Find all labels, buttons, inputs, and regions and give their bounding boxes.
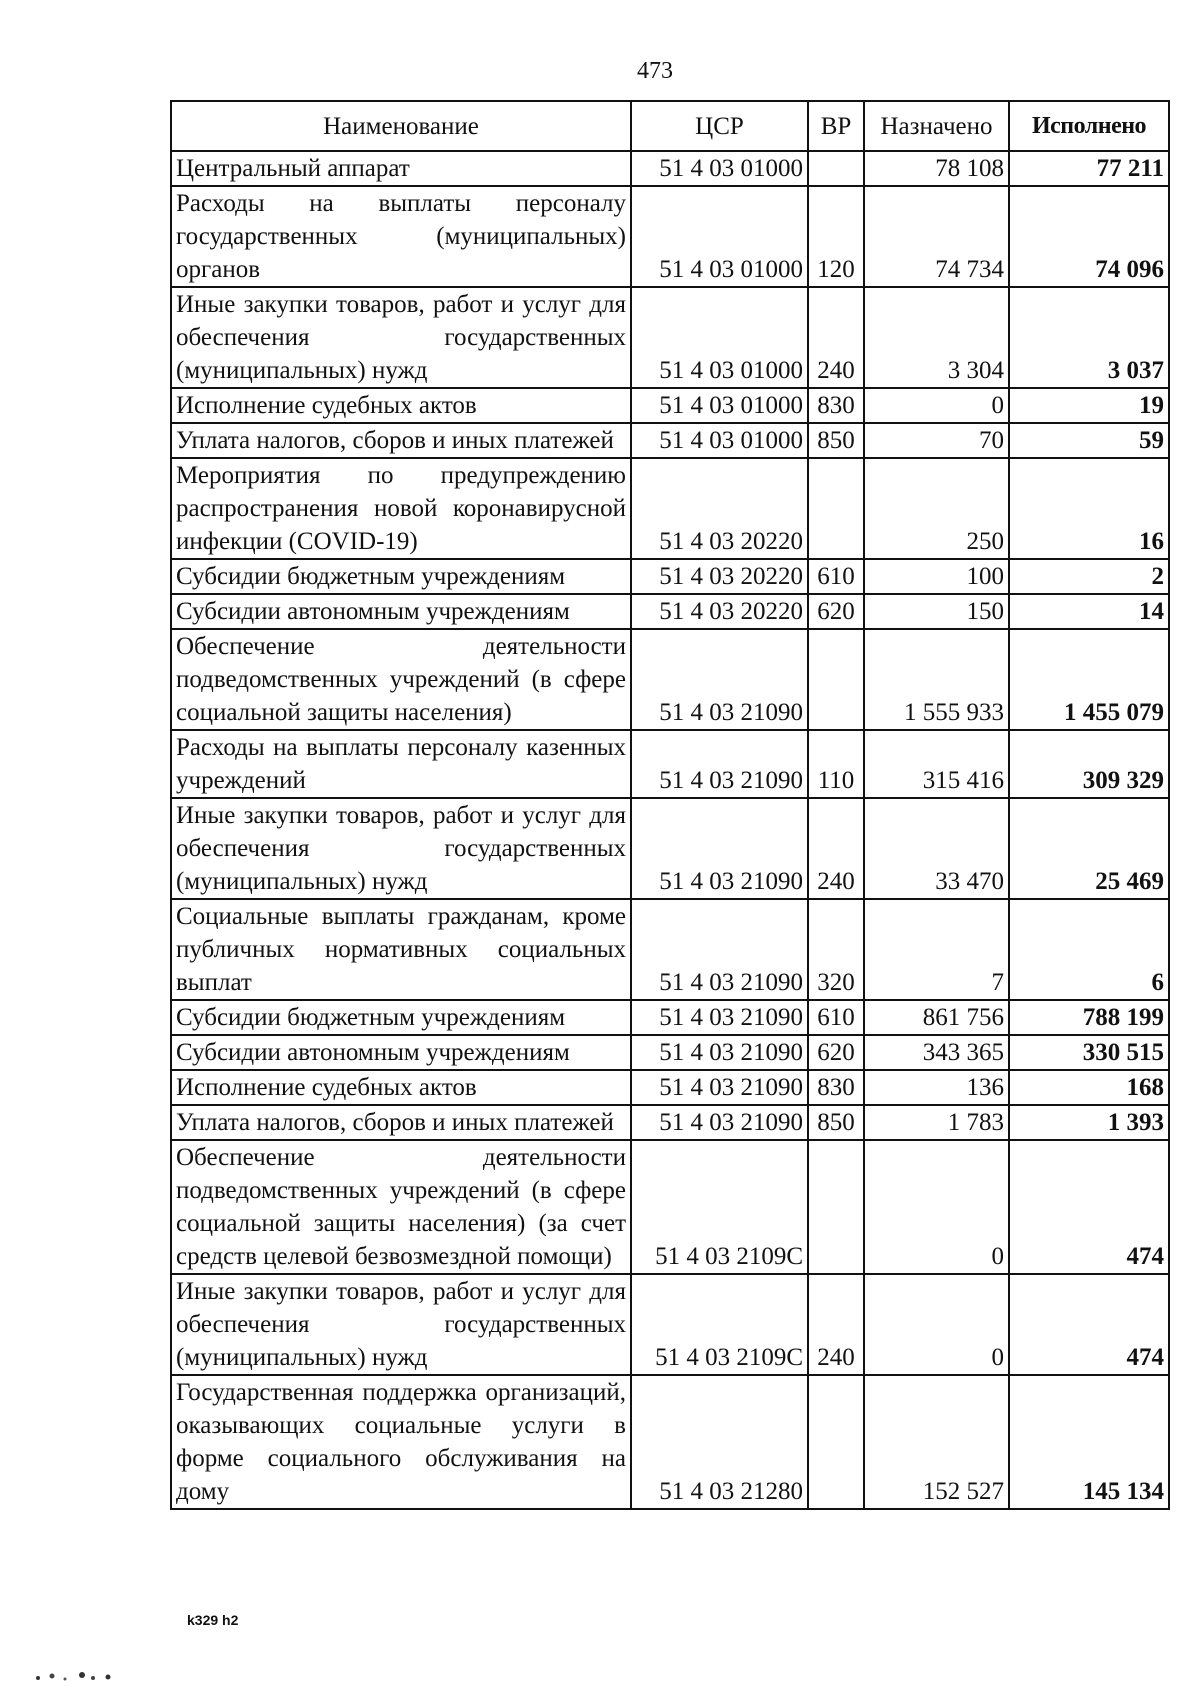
- cell-executed: 145 134: [1009, 1375, 1169, 1509]
- cell-csr: 51 4 03 21090: [631, 1105, 808, 1140]
- cell-executed: 74 096: [1009, 186, 1169, 287]
- table-row: [171, 423, 1169, 458]
- cell-executed: 168: [1009, 1070, 1169, 1105]
- table-row: [171, 287, 1169, 388]
- cell-vr: [808, 151, 864, 186]
- cell-name: Субсидии бюджетным учреждениям: [171, 559, 631, 594]
- cell-executed: 59: [1009, 423, 1169, 458]
- budget-table: [170, 100, 1170, 1510]
- cell-executed: 19: [1009, 388, 1169, 423]
- cell-csr: 51 4 03 2109С: [631, 1274, 808, 1375]
- cell-name: Субсидии автономным учреждениям: [171, 594, 631, 629]
- cell-name: Иные закупки товаров, работ и услуг для обеспечения государственных (муниципальных) нужд: [171, 287, 631, 388]
- cell-csr: 51 4 03 21090: [631, 629, 808, 730]
- cell-vr: 620: [808, 1035, 864, 1070]
- cell-planned: 7: [864, 899, 1009, 1000]
- header-executed: Исполнено: [1009, 101, 1169, 151]
- cell-name: Субсидии автономным учреждениям: [171, 1035, 631, 1070]
- cell-executed: 14: [1009, 594, 1169, 629]
- cell-vr: 240: [808, 287, 864, 388]
- cell-vr: 830: [808, 388, 864, 423]
- cell-name: Субсидии бюджетным учреждениям: [171, 1000, 631, 1035]
- cell-vr: 240: [808, 798, 864, 899]
- cell-csr: 51 4 03 01000: [631, 151, 808, 186]
- cell-name: Центральный аппарат: [171, 151, 631, 186]
- cell-executed: 6: [1009, 899, 1169, 1000]
- cell-csr: 51 4 03 20220: [631, 559, 808, 594]
- cell-name: Иные закупки товаров, работ и услуг для обеспечения государственных (муниципальных) нужд: [171, 798, 631, 899]
- cell-planned: 74 734: [864, 186, 1009, 287]
- cell-csr: 51 4 03 21090: [631, 730, 808, 798]
- table-row: [171, 1035, 1169, 1070]
- table-row: [171, 1140, 1169, 1274]
- cell-name: Расходы на выплаты персоналу казенных учреждений: [171, 730, 631, 798]
- cell-vr: [808, 629, 864, 730]
- table-row: [171, 151, 1169, 186]
- cell-executed: 77 211: [1009, 151, 1169, 186]
- cell-name: Государственная поддержка организаций, оказывающих социальные услуги в форме социального обслуживания на дому: [171, 1375, 631, 1509]
- cell-planned: 78 108: [864, 151, 1009, 186]
- cell-vr: [808, 1375, 864, 1509]
- cell-csr: 51 4 03 21090: [631, 798, 808, 899]
- table-row: [171, 1274, 1169, 1375]
- cell-planned: 1 783: [864, 1105, 1009, 1140]
- header-csr: ЦСР: [631, 101, 808, 151]
- cell-executed: 25 469: [1009, 798, 1169, 899]
- cell-vr: [808, 458, 864, 559]
- cell-vr: 610: [808, 559, 864, 594]
- table-row: [171, 559, 1169, 594]
- cell-name: Обеспечение деятельности подведомственных учреждений (в сфере социальной защиты населения): [171, 629, 631, 730]
- cell-planned: 0: [864, 1274, 1009, 1375]
- cell-planned: 152 527: [864, 1375, 1009, 1509]
- cell-name: Уплата налогов, сборов и иных платежей: [171, 1105, 631, 1140]
- cell-csr: 51 4 03 21090: [631, 1000, 808, 1035]
- cell-executed: 16: [1009, 458, 1169, 559]
- cell-executed: 2: [1009, 559, 1169, 594]
- cell-csr: 51 4 03 01000: [631, 388, 808, 423]
- cell-executed: 3 037: [1009, 287, 1169, 388]
- cell-planned: 861 756: [864, 1000, 1009, 1035]
- cell-executed: 474: [1009, 1140, 1169, 1274]
- cell-planned: 100: [864, 559, 1009, 594]
- cell-executed: 1 455 079: [1009, 629, 1169, 730]
- table-row: [171, 1070, 1169, 1105]
- cell-vr: [808, 1140, 864, 1274]
- cell-planned: 1 555 933: [864, 629, 1009, 730]
- cell-name: Уплата налогов, сборов и иных платежей: [171, 423, 631, 458]
- cell-vr: 320: [808, 899, 864, 1000]
- cell-name: Исполнение судебных актов: [171, 1070, 631, 1105]
- table-row: [171, 1105, 1169, 1140]
- cell-csr: 51 4 03 21090: [631, 899, 808, 1000]
- table-row: [171, 899, 1169, 1000]
- header-planned: Назначено: [864, 101, 1009, 151]
- cell-csr: 51 4 03 20220: [631, 594, 808, 629]
- table-row: [171, 186, 1169, 287]
- table-row: [171, 594, 1169, 629]
- cell-csr: 51 4 03 2109С: [631, 1140, 808, 1274]
- table-row: [171, 388, 1169, 423]
- cell-name: Мероприятия по предупреждению распространения новой коронавирусной инфекции (COVID-19): [171, 458, 631, 559]
- cell-vr: 110: [808, 730, 864, 798]
- cell-executed: 788 199: [1009, 1000, 1169, 1035]
- footer-code: k329 h2: [187, 1612, 239, 1628]
- cell-planned: 250: [864, 458, 1009, 559]
- cell-planned: 0: [864, 1140, 1009, 1274]
- cell-executed: 1 393: [1009, 1105, 1169, 1140]
- cell-vr: 240: [808, 1274, 864, 1375]
- table-body: [171, 151, 1169, 1509]
- cell-vr: 620: [808, 594, 864, 629]
- table-row: [171, 1000, 1169, 1035]
- header-name: Наименование: [171, 101, 631, 151]
- table-row: [171, 798, 1169, 899]
- cell-vr: 120: [808, 186, 864, 287]
- cell-executed: 309 329: [1009, 730, 1169, 798]
- cell-planned: 3 304: [864, 287, 1009, 388]
- cell-planned: 150: [864, 594, 1009, 629]
- table-row: [171, 629, 1169, 730]
- cell-name: Расходы на выплаты персоналу государственных (муниципальных) органов: [171, 186, 631, 287]
- cell-executed: 330 515: [1009, 1035, 1169, 1070]
- cell-csr: 51 4 03 01000: [631, 287, 808, 388]
- cell-name: Социальные выплаты гражданам, кроме публичных нормативных социальных выплат: [171, 899, 631, 1000]
- cell-csr: 51 4 03 21090: [631, 1035, 808, 1070]
- cell-csr: 51 4 03 20220: [631, 458, 808, 559]
- cell-csr: 51 4 03 01000: [631, 423, 808, 458]
- cell-planned: 33 470: [864, 798, 1009, 899]
- cell-planned: 136: [864, 1070, 1009, 1105]
- table-row: [171, 458, 1169, 559]
- cell-planned: 0: [864, 388, 1009, 423]
- cell-vr: 610: [808, 1000, 864, 1035]
- table-row: [171, 1375, 1169, 1509]
- cell-name: Обеспечение деятельности подведомственных учреждений (в сфере социальной защиты населения) (за счет средств целевой безвозмездной помощи): [171, 1140, 631, 1274]
- cell-planned: 70: [864, 423, 1009, 458]
- cell-name: Исполнение судебных актов: [171, 388, 631, 423]
- cell-planned: 343 365: [864, 1035, 1009, 1070]
- table-header-row: [171, 101, 1169, 151]
- page-number: 473: [637, 58, 673, 84]
- table-row: [171, 730, 1169, 798]
- cell-csr: 51 4 03 21090: [631, 1070, 808, 1105]
- cell-planned: 315 416: [864, 730, 1009, 798]
- cell-vr: 830: [808, 1070, 864, 1105]
- cell-csr: 51 4 03 01000: [631, 186, 808, 287]
- scan-smudge: [30, 1668, 120, 1682]
- cell-executed: 474: [1009, 1274, 1169, 1375]
- cell-name: Иные закупки товаров, работ и услуг для обеспечения государственных (муниципальных) нужд: [171, 1274, 631, 1375]
- cell-csr: 51 4 03 21280: [631, 1375, 808, 1509]
- cell-vr: 850: [808, 1105, 864, 1140]
- header-vr: ВР: [808, 101, 864, 151]
- cell-vr: 850: [808, 423, 864, 458]
